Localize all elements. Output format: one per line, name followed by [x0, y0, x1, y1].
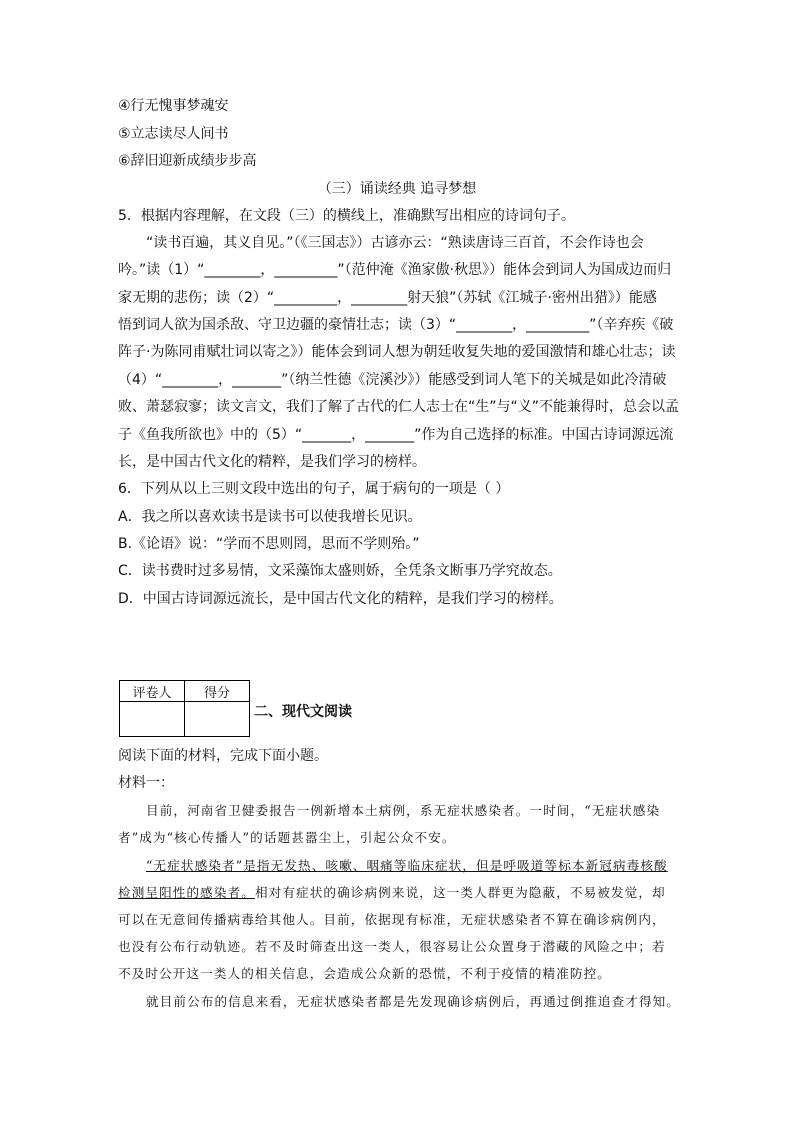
- material-paragraph-line: 者”成为“核心传播人”的话题甚嚣尘上，引起公众不安。: [118, 830, 456, 845]
- question-5-line: “读书百遍，其义自见。”（《三国志》）古谚亦云：“熟读唐诗三百首，不会作诗也会: [146, 235, 644, 251]
- question-5-line: 长，是中国古代文化的精粹，是我们学习的榜样。: [118, 454, 426, 470]
- reading-instruction: 阅读下面的材料，完成下面小题。: [118, 748, 328, 764]
- question-5-line: 悟到词人欲为国杀敌、守卫边疆的豪情壮志；读（3）“________，_________”（辛弃疾《破: [118, 317, 674, 333]
- material-paragraph-line: 不及时公开这一类人的相关信息，会造成公众新的恐慌，不利于疫情的精准防控。: [118, 966, 611, 981]
- section-3-title: （三）诵读经典 追寻梦想: [317, 181, 477, 197]
- question-5-line: 阵子·为陈同甫赋壮词以寄之》）能体会到词人想为朝廷收复失地的爱国激情和雄心壮志；读: [118, 344, 676, 360]
- section-2-title: 二、现代文阅读: [254, 704, 352, 720]
- question-6-option-c: C．读书费时过多易情，文采藻饰太盛则娇，全凭条文断事乃学究故态。: [118, 563, 562, 579]
- score-cell: [185, 702, 250, 737]
- option-item-5: ⑤立志读尽人间书: [118, 126, 229, 142]
- material-paragraph-line: 目前，河南省卫健委报告一例新增本土病例，系无症状感染者。一时间，“无症状感染: [146, 803, 661, 818]
- question-5-line: 家无期的悲伤；读（2）“_________，________射天狼”（苏轼《江城子·密州出猎》）能感: [118, 290, 657, 306]
- material-paragraph-line: [118, 883, 666, 903]
- score-table: [119, 680, 250, 737]
- question-5-line: （4）“________，_______”（纳兰性德《浣溪沙》）能感受到词人笔下的关城是如此冷清破: [118, 372, 667, 388]
- option-item-6: ⑥辞旧迎新成绩步步高: [118, 153, 257, 169]
- question-5-stem: 5．根据内容理解，在文段（三）的横线上，准确默写出相应的诗词句子。: [118, 208, 575, 224]
- material-paragraph-line: 可以在无意间传播病毒给其他人。目前，依据现有标准，无症状感染者不算在确诊病例内，: [118, 912, 666, 927]
- option-item-4: ④行无愧事梦魂安: [118, 98, 229, 114]
- material-paragraph-line: 就目前公布的信息来看，无症状感染者都是先发现确诊病例后，再通过倒推追查才得知。: [146, 994, 681, 1009]
- question-6-stem: 6．下列从以上三则文段中选出的句子，属于病句的一项是（ ）: [118, 481, 510, 497]
- score-header: 得分: [185, 681, 250, 702]
- material-label: 材料一：: [118, 775, 174, 791]
- question-5-line: 子《鱼我所欲也》中的（5）“_______，_______”作为自己选择的标准。中国古诗词源远流: [118, 427, 674, 443]
- reviewer-cell: [120, 702, 185, 737]
- material-paragraph-line: 也没有公布行动轨迹。若不及时筛查出这一类人，很容易让公众置身于潜藏的风险之中；若: [118, 939, 666, 954]
- material-text: 相对有症状的确诊病例来说，这一类人群更为隐蔽，不易被发觉，却: [254, 885, 666, 900]
- material-underlined-text: 检测呈阳性的感染者。: [118, 885, 255, 900]
- question-6-option-a: A．我之所以喜欢读书是读书可以使我增长见识。: [118, 509, 422, 525]
- question-5-line: 败、萧瑟寂寥；读文言文，我们了解了古代的仁人志士在“生”与“义”不能兼得时，总会以孟: [118, 399, 680, 415]
- question-6-option-b: B.《论语》说：“学而不思则罔，思而不学则殆。”: [118, 536, 420, 552]
- question-6-option-d: D．中国古诗词源远流长，是中国古代文化的精粹，是我们学习的榜样。: [118, 591, 563, 607]
- question-5-line: 吟。”读（1）“________，_________”（范仲淹《渔家傲·秋思》）能体会到词人为国成边而归: [118, 262, 672, 278]
- reviewer-header: 评卷人: [120, 681, 185, 702]
- material-underlined-line: “无症状感染者”是指无发热、咳嗽、咽痛等临床症状，但是呼吸道等标本新冠病毒核酸: [146, 858, 668, 873]
